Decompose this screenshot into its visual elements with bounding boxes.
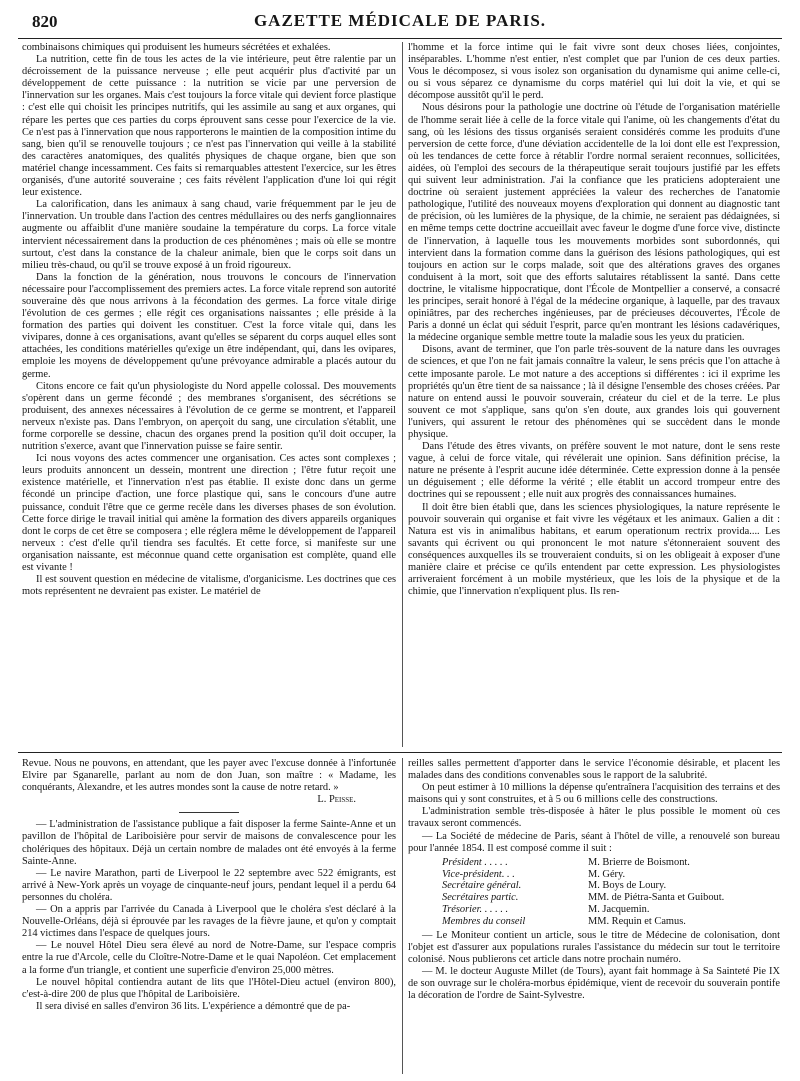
bureau-row <box>442 857 730 869</box>
paragraph: On peut estimer à 10 millions la dépense qu'entraînera l'acquisition des terrains et des maisons qui y sont construites, et à 5 ou 6 millions celle des constructions. <box>408 782 780 806</box>
bottom-left-column <box>22 758 396 1076</box>
header-rule <box>18 38 782 39</box>
bureau-role: Membres du conseil <box>442 915 526 927</box>
bureau-name: MM. de Piétra-Santa et Guibout. <box>588 892 725 904</box>
news-item: — Le nouvel Hôtel Dieu sera élevé au nord de Notre-Dame, sur l'espace compris entre la rue d'Arcole, celle du Cloître-Notre-Dame et le quai Napoléon. Cet emplacement a la forme d'un triangle, et contient une superficie d'environ 25,000 mètres. <box>22 940 396 976</box>
section-rule <box>18 752 782 753</box>
bureau-name: MM. Requin et Camus. <box>588 915 686 927</box>
bureau-table <box>442 857 730 928</box>
paragraph: Ici nous voyons des actes commencer une organisation. Ces actes sont complexes ; leurs produits annoncent un dessein, montrent une direction ; l'être futur reçoit une existence matérielle, et l'innervation n'est pas établie. Il existe donc dans un germe fécondé un principe d'action, une force plastique qui, sans le concours d'une autre puissance, conduit l'être que ce germe recèle dans les diverses phases de son évolution. Cette force dirige le travail initial qui amène la formation des divers appareils organiques dont le corps de cet être se composera ; elle réglera même le développement de l'appareil nerveux : c'est d'elle qu'il tiendra ses facultés. Et cette force, si manifeste sur une organisation naissante, est méconnue quand cette organisation est complète, quand elle est vivante ! <box>22 453 396 574</box>
paragraph: combinaisons chimiques qui produisent les humeurs sécrétées et exhalées. <box>22 42 331 53</box>
top-right-column <box>408 42 780 748</box>
paragraph: — Le Moniteur contient un article, sous le titre de Médecine de colonisation, dont l'objet est d'assurer aux populations rurales l'assistance du médecin sur tout le territoire colonisé. Nous publierons cet article dans notre prochain numéro. <box>408 929 780 965</box>
bureau-row <box>442 892 730 904</box>
bureau-row <box>442 904 730 916</box>
paragraph: Dans l'étude des êtres vivants, on préfère souvent le mot nature, dont le sens reste vague, à celui de force vitale, qui révélerait une opinion. Sans définition précise, la nature ne présente à l'esprit aucune idée déterminée. Cette expression donne à la pensée un déguisement ; elle déforme la vérité ; elle établit un accord trompeur entre des doctrines qui se repoussent ; elle nuit aux progrès des connaissances humaines. <box>408 441 780 501</box>
paragraph: Citons encore ce fait qu'un physiologiste du Nord appelle colossal. Des mouvements s'opèrent dans un germe fécondé ; des membranes s'organisent, des sécrétions se produisent, des annexes nécessaires à l'évolution de ce germe se montrent, et l'appareil nerveux n'existe pas. Dans l'embryon, on aperçoit du sang, une circulation s'établit, une forme corporelle se dessine, chacun des organes prend la position qu'il doit occuper, la nutrition s'exerce, avant que l'innervation puisse se faire sentir. <box>22 380 396 453</box>
paragraph: Revue. Nous ne pouvons, en attendant, que les payer avec l'excuse donnée à l'infortunée Elvire par Sganarelle, parlant au nom de don Juan, son maître : « Madame, les conquérants, Alexandre, et les autres mondes sont la cause de notre retard. » <box>22 758 396 794</box>
news-item: — L'administration de l'assistance publique a fait disposer la ferme Sainte-Anne et un pavillon de l'hôpital de Lariboisière pour servir de maisons de convalescence pour les cholériques des hôpitaux. Déjà un certain nombre de malades ont été envoyés à la ferme Sainte-Anne. <box>22 819 396 867</box>
bureau-row <box>442 880 730 892</box>
separator <box>179 812 239 813</box>
bureau-role: Secrétaires partic. <box>442 892 519 904</box>
signature: L. Peisse. <box>317 794 356 806</box>
paragraph: Il est souvent question en médecine de vitalisme, d'organicisme. Les doctrines que ces mots représentent ne devraient pas exister. Le matériel de <box>22 574 396 598</box>
paragraph: Dans la fonction de la génération, nous trouvons le concours de l'innervation nécessaire pour l'accomplissement des premiers actes. La force vitale reprend son autorité souveraine dès que nous arrivons à la fécondation des germes. La force vitale dirige l'évolution de ces germes ; elle régit ces organisations naissantes ; elle préside à la formation des parties qui doivent les constituer. C'est la force vitale qui, dans les vivipares, donne à ces organisations, avant qu'elles se séparent du corps auquel elles sont attachées, les conditions matérielles qu'exige un être indépendant, qui, dans les ovipares, emploie les moyens de développement qu'une prévoyance admirable a placés autour du germe. <box>22 271 396 380</box>
page-number: 820 <box>32 12 58 31</box>
paragraph: — M. le docteur Auguste Millet (de Tours), ayant fait hommage à Sa Sainteté Pie IX de son ouvrage sur le choléra-morbus épidémique, vient de recevoir du souverain pontife la décoration de l'ordre de Saint-Sylvestre. <box>408 965 780 1001</box>
bureau-name: M. Géry. <box>588 868 626 880</box>
news-item: Le nouvel hôpital contiendra autant de lits que l'Hôtel-Dieu actuel (environ 800), c'est-à-dire 200 de plus que l'hôpital de Lariboisière. <box>22 976 396 1000</box>
bureau-name: M. Brierre de Boismont. <box>588 856 690 868</box>
bureau-role: Trésorier. . . . . . <box>442 903 509 915</box>
paragraph: l'homme et la force intime qui le fait vivre sont deux choses liées, conjointes, inséparables. L'homme n'est entier, n'est complet que par l'union de ces deux parties. Vous le décomposez, si vous isolez son organisation du dynamisme qui anime celle-ci, ou si vous séparez ce dynamisme du corps matériel qui lui doit la vie, et qui se décompose aussitôt qu'il le perd. <box>408 42 780 102</box>
bottom-right-column <box>408 758 780 1076</box>
paragraph: La calorification, dans les animaux à sang chaud, varie fréquemment par le jeu de l'innervation. Un trouble dans l'action des centres médullaires ou des nerfs ganglionnaires augmente ou affaiblit d'une manière soudaine la température du corps. La force vitale intervient nécessairement dans la production de ces phénomènes ; mais où elle se montre surtout, c'est dans la constance de la chaleur animale, bien que le corps soit dans un milieu très-chaud, ou qu'il se trouve exposé à un froid rigoureux. <box>22 199 396 271</box>
bureau-name: M. Jacquemin. <box>588 903 650 915</box>
paragraph: La nutrition, cette fin de tous les actes de la vie intérieure, peut être ralentie par un décroissement de la puissance nerveuse ; elle peut acquérir plus d'activité par un développement de cette puissance : la nutrition se vicie par une perversion de l'innervation sur les organes. Mais c'est toujours la force vitale qui devient force plastique : c'est elle qui choisit les principes nutritifs, qui les assimile au sang et aux organes, qui répare les pertes que ces parties du corps éprouvent sans cesse pour l'exercice de la vie. Ce n'est pas à l'innervation que nous rapporterons le maintien de la composition intime du sang, bien qu'il se renouvelle toujours ; ce n'est pas l'innervation qui veille à la stabilité des caractères anatomiques, des qualités physiques de chaque organe, bien que son matériel change incessamment. Ces faits si remarquables attestent l'exercice, sur les êtres organisés, d'une autorité souveraine ; ces faits révèlent l'application d'une loi qui régit leur existence. <box>22 54 396 199</box>
column-divider <box>402 758 403 1074</box>
bureau-role: Président . . . . . <box>442 856 508 868</box>
bureau-role: Vice-président. . . <box>442 868 515 880</box>
journal-title: GAZETTE MÉDICALE DE PARIS. <box>253 11 547 30</box>
paragraph: Nous désirons pour la pathologie une doctrine où l'étude de l'organisation matérielle de l'homme serait liée à celle de la force vitale qui l'anime, où les changements d'état du sang, où les lésions des tissus organisés seraient considérés comme les produits d'une perversion de cette force, d'une déviation accidentelle de la loi dont elle est l'expression, où les tendances de cette force à rétablir l'ordre normal seraient reconnues, sollicitées, aidées, où l'emploi des secours de la thérapeutique serait toujours justifié par les effets qui suivent leur administration. J'ai la confiance que les praticiens adopteraient une doctrine où seraient justement appréciées la valeur des recherches de l'anatomie pathologique, l'utilité des nouveaux moyens d'exploration qui donnent au diagnostic tant de précision, où les lumières de la physique, de la chimie, ne seraient pas dédaignées, si en même temps cette doctrine accueillait avec faveur le dogme d'une force vive, distincte de l'innervation, à laquelle tous les mouvements morbides sont subordonnés, qui intervient dans la formation comme dans la guérison des lésions pathologiques, qui est toujours en action sur le corps malade, soit que des altérations graves des organes conduisent à la mort, soit que des efforts salutaires rétablissent la santé. Dans cette doctrine, le vitalisme hippocratique, dont l'École de Montpellier a conservé, a consacré les principes, serait honoré à l'égal de la médecine organique, à laquelle, par des travaux opiniâtres, par des recherches ingénieuses, par de précieuses découvertes, l'École de Paris a donné un éclat qui séduit l'esprit, parce qu'en montrant les lésions cadavériques, la médecine organique semble mettre toute la maladie sous les yeux du praticien. <box>408 102 780 344</box>
bureau-row <box>442 869 730 881</box>
news-item: — Le navire Marathon, parti de Liverpool le 22 septembre avec 522 émigrants, est arrivé à New-York après un voyage de cinquante-neuf jours, pendant lequel il a perdu 64 personnes du choléra. <box>22 867 396 903</box>
paragraph: Disons, avant de terminer, que l'on parle très-souvent de la nature dans les ouvrages de sciences, et que l'on ne fait jamais connaître la valeur, le sens précis que l'on attache à cette imposante parole. Le mot nature a des acceptions si différentes : ici il exprime les propriétés qu'un être tient de sa naissance ; là il désigne l'ensemble des choses créées. Par nature on entend aussi le pouvoir souverain, créateur du ciel et de la terre. Le plus souvent ce mot s'applique, sans qu'on s'en doute, aux grandes lois qui gouvernent l'univers, qui assurent le retour des phénomènes qui se succèdent dans le monde physique. <box>408 344 780 440</box>
paragraph: L'administration semble très-disposée à hâter le plus possible le moment où ces travaux seront commencés. <box>408 806 780 830</box>
paragraph: reilles salles permettent d'apporter dans le service l'économie désirable, et placent les malades dans des conditions convenables sous le rapport de la salubrité. <box>408 758 780 782</box>
column-divider <box>402 42 403 747</box>
paragraph: Il doit être bien établi que, dans les sciences physiologiques, la nature représente le pouvoir souverain qui organise et fait vivre les végétaux et les animaux. Galien a dit : Natura est vis in animalibus habitans, et earum operationum rectrix provida.... Les savants qui écrivent ou qui prononcent le mot nature s'étonneraient souvent des conséquences auxquelles ils se trouveraient conduits, si on les obligeait à exposer d'une manière claire et précise ce qu'ils entendent par cette expression. Les physiologistes arriveraient forcément à un mobile mystérieux, que les lois de la physique et de la chimie, que l'innervation n'expliquent plus. Ils ren- <box>408 501 780 598</box>
bureau-role: Secrétaire général. <box>442 880 522 892</box>
top-left-column <box>22 42 396 748</box>
news-item: Il sera divisé en salles d'environ 36 lits. L'expérience a démontré que de pa- <box>36 1000 351 1012</box>
news-item: — On a appris par l'arrivée du Canada à Liverpool que le choléra s'est déclaré à la Nouvelle-Orléans, déjà si éprouvée par les ravages de la fièvre jaune, et qu'on y comptait 214 victimes dans l'espace de quelques jours. <box>22 904 396 940</box>
bureau-row <box>442 916 730 928</box>
paragraph: — La Société de médecine de Paris, séant à l'hôtel de ville, a renouvelé son bureau pour l'année 1854. Il est composé comme il suit : <box>408 830 780 854</box>
bureau-name: M. Boys de Loury. <box>588 880 667 892</box>
page-header <box>18 10 782 36</box>
